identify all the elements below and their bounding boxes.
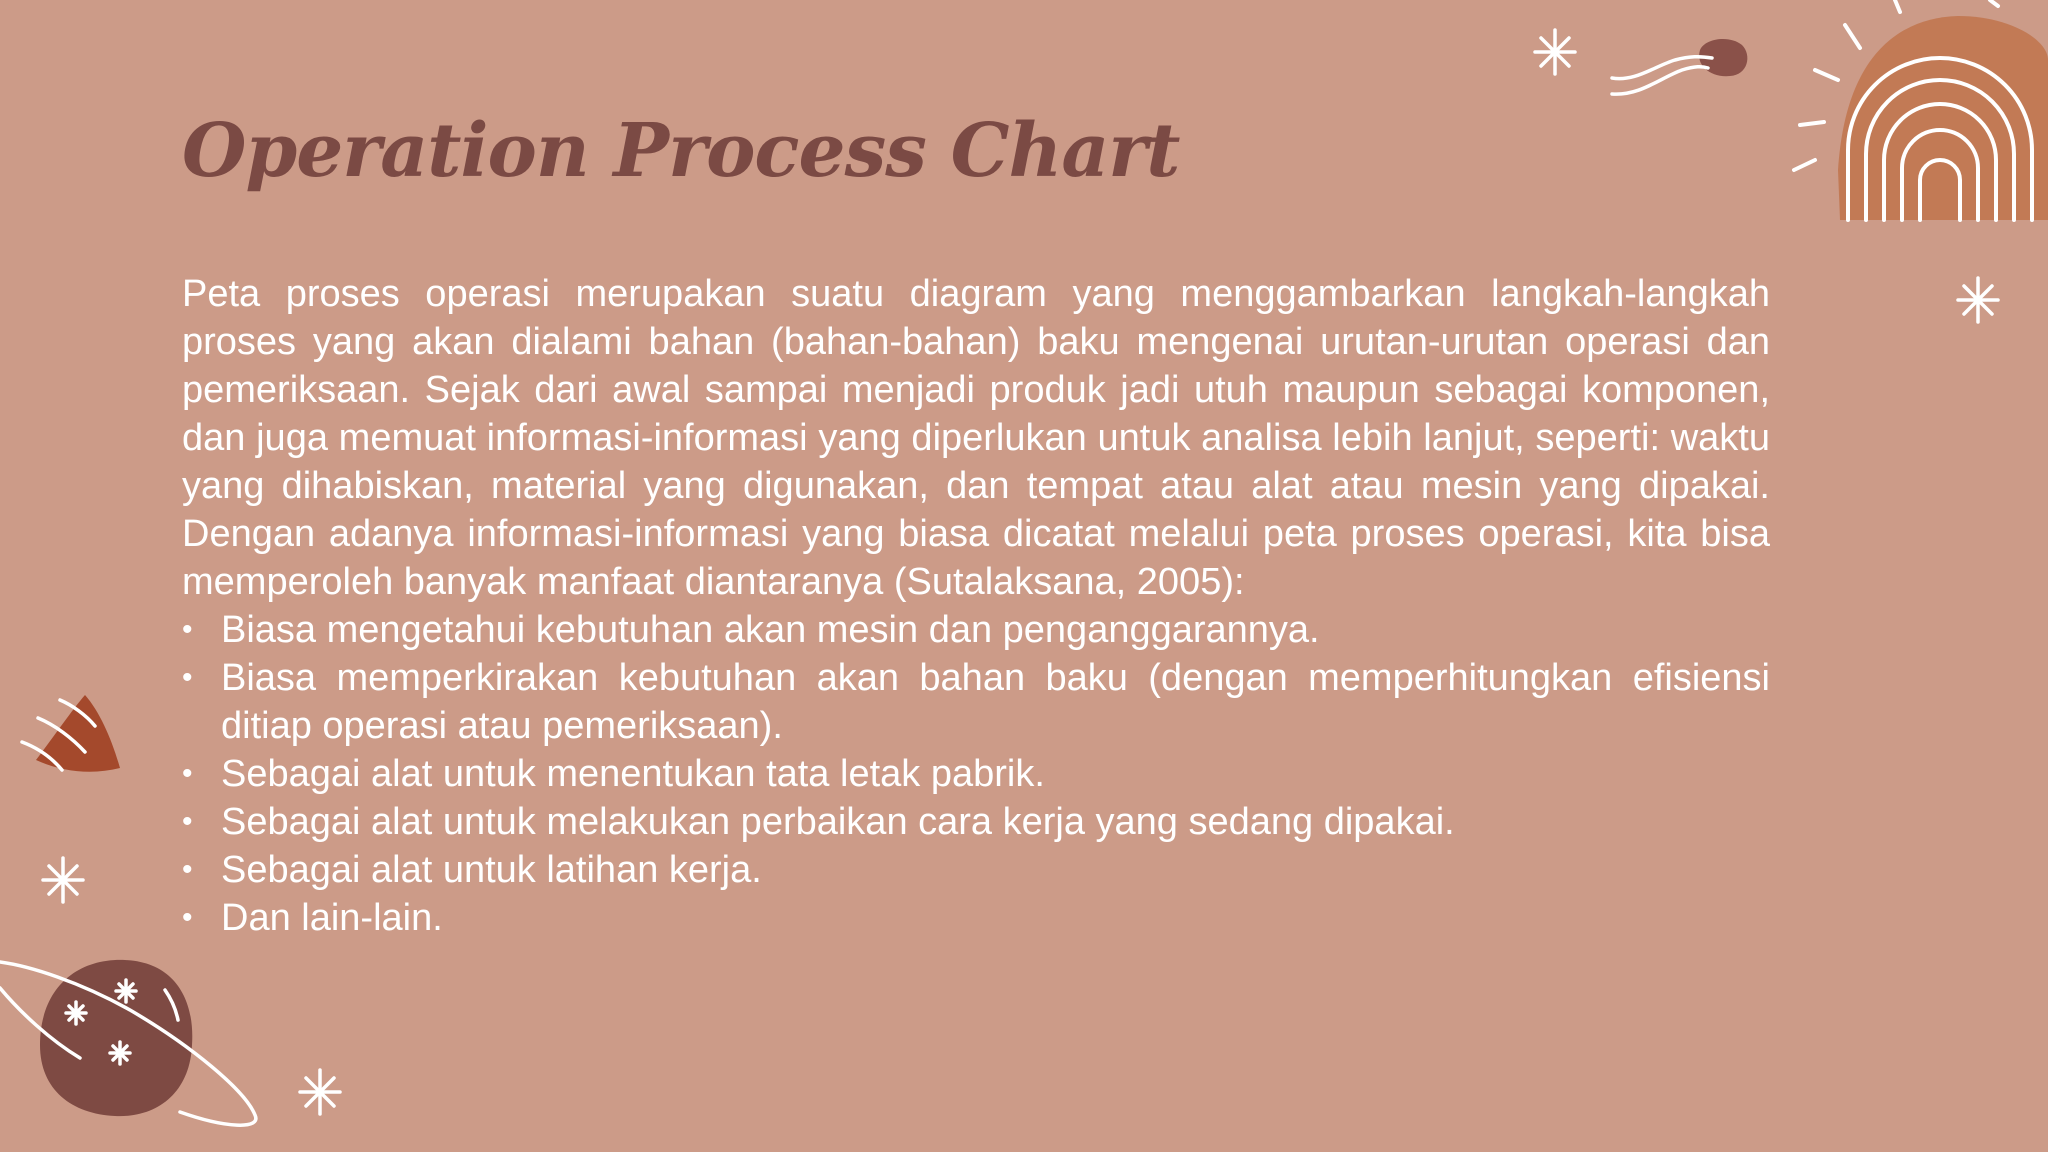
list-item-text: Biasa mengetahui kebutuhan akan mesin dan penganggarannya. bbox=[221, 609, 1320, 651]
sparkle-icon bbox=[1535, 30, 1575, 74]
planet-icon bbox=[0, 960, 256, 1125]
bullet-icon: • bbox=[182, 661, 193, 694]
benefit-list bbox=[182, 606, 1770, 942]
sparkle-icon bbox=[43, 858, 83, 902]
list-item-text: Sebagai alat untuk menentukan tata letak pabrik. bbox=[221, 753, 1045, 795]
list-item-text: Biasa memperkirakan kebutuhan akan bahan baku (dengan memperhitungkan efisiensi ditiap operasi atau pemeriksaan). bbox=[221, 657, 1770, 747]
list-item bbox=[182, 846, 1770, 894]
slide-body bbox=[182, 270, 1770, 942]
list-item bbox=[182, 894, 1770, 942]
list-item-text: Dan lain-lain. bbox=[221, 897, 443, 939]
bullet-icon: • bbox=[182, 613, 193, 646]
triangle-icon bbox=[22, 695, 120, 772]
bullet-icon: • bbox=[182, 805, 193, 838]
list-item bbox=[182, 750, 1770, 798]
list-item bbox=[182, 798, 1770, 846]
sun-rainbow-icon bbox=[1794, 0, 2048, 220]
comet-icon bbox=[1612, 39, 1747, 94]
sparkle-icon bbox=[1958, 278, 1998, 322]
intro-paragraph: Peta proses operasi merupakan suatu diagram yang menggambarkan langkah-langkah proses yang akan dialami bahan (bahan-bahan) baku mengenai urutan-urutan operasi dan pemeriksaan. Sejak dari awal sampai menjadi produk jadi utuh maupun sebagai komponen, dan juga memuat informasi-informasi yang diperlukan untuk analisa lebih lanjut, seperti: waktu yang dihabiskan, material yang digunakan, dan tempat atau alat atau mesin yang dipakai. Dengan adanya informasi-informasi yang biasa dicatat melalui peta proses operasi, kita bisa memperoleh banyak manfaat diantaranya (Sutalaksana, 2005): bbox=[182, 273, 1770, 603]
bullet-icon: • bbox=[182, 757, 193, 790]
sparkle-icon bbox=[300, 1070, 340, 1114]
list-item-text: Sebagai alat untuk melakukan perbaikan cara kerja yang sedang dipakai. bbox=[221, 801, 1455, 843]
slide-title: Operation Process Chart bbox=[182, 108, 1180, 194]
list-item-text: Sebagai alat untuk latihan kerja. bbox=[221, 849, 762, 891]
bullet-icon: • bbox=[182, 853, 193, 886]
list-item bbox=[182, 606, 1770, 654]
bullet-icon: • bbox=[182, 901, 193, 934]
list-item bbox=[182, 654, 1770, 750]
